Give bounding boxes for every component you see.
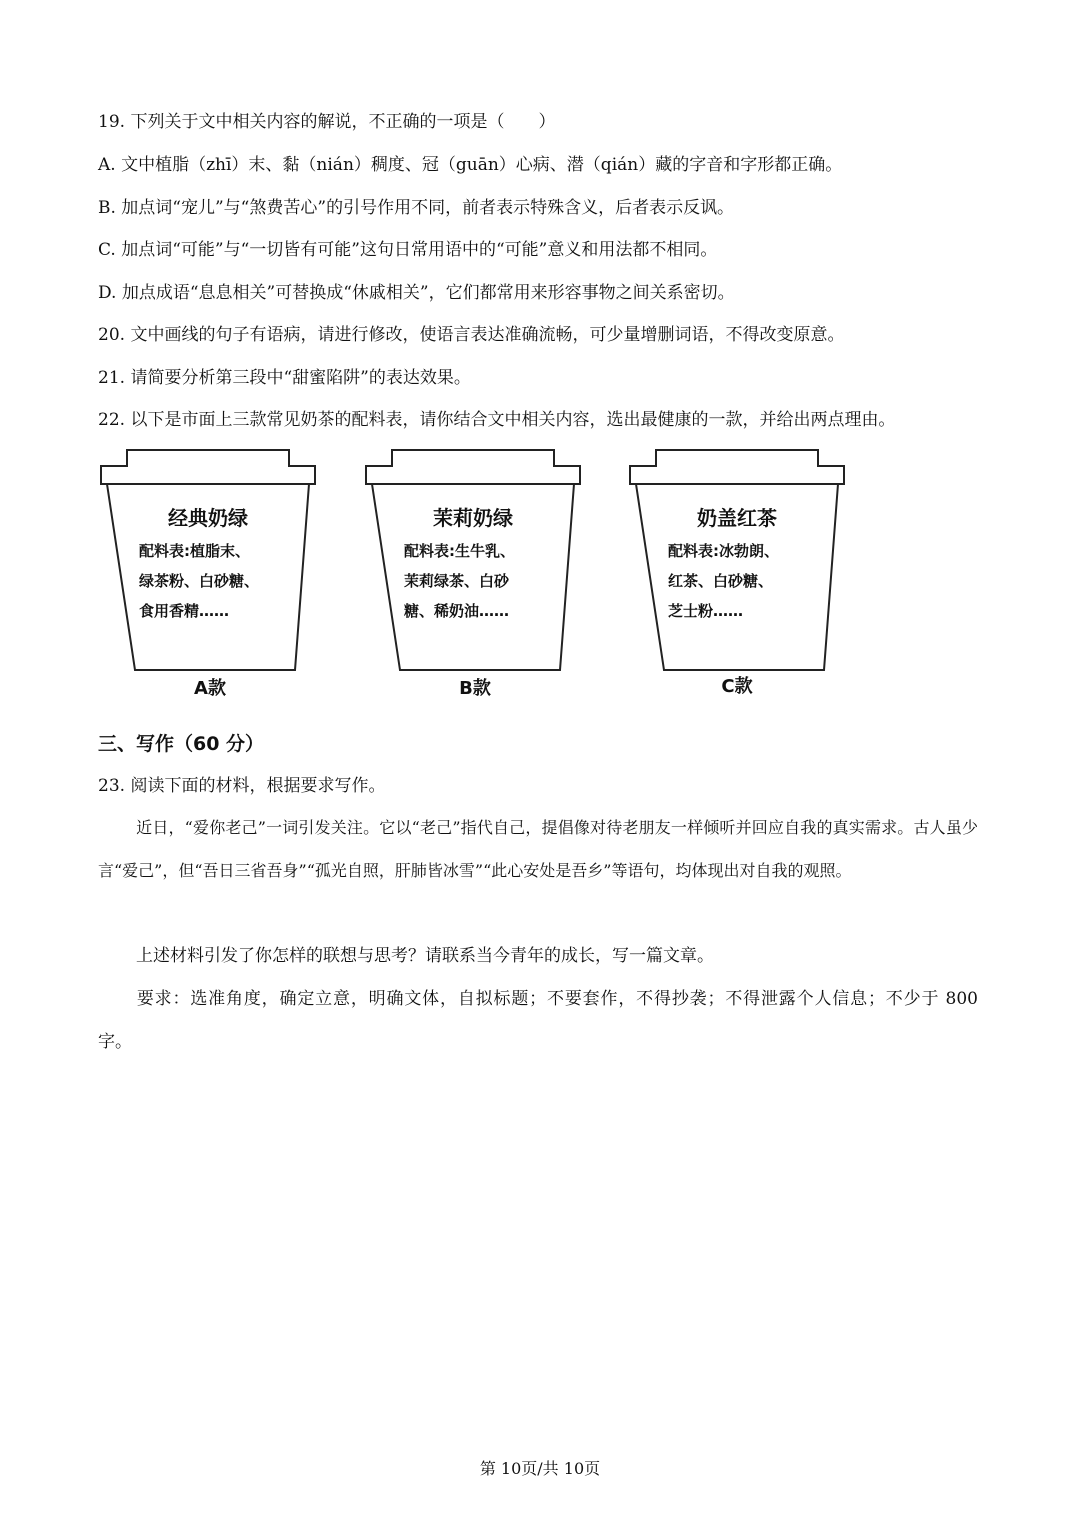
ingredient-line: 红茶、白砂糖、	[668, 572, 774, 590]
page-footer: 第 10页/共 10页	[479, 1459, 601, 1478]
requirements-text: 要求：选准角度，确定立意，明确文体，自拟标题；不要套作，不得抄袭；不得泄露个人信息；不少于 800 字。	[98, 989, 978, 1052]
question-21: 21. 请简要分析第三段中“甜蜜陷阱”的表达效果。	[98, 368, 471, 388]
ingredient-line: 食用香精……	[139, 602, 230, 620]
cup-label-b: B款	[459, 678, 491, 699]
cup-name: 奶盖红茶	[697, 506, 777, 530]
question-19: 19. 下列关于文中相关内容的解说，不正确的一项是（ ）	[98, 112, 556, 132]
cup-label-c: C款	[721, 676, 753, 697]
ingredient-list	[139, 536, 289, 626]
question-20: 20. 文中画线的句子有语病，请进行修改，使语言表达准确流畅，可少量增删词语，不得改变原意。	[98, 325, 845, 345]
cup-name: 茉莉奶绿	[433, 506, 513, 530]
writing-requirements	[98, 978, 978, 1064]
cup-a	[99, 448, 317, 672]
ingredient-line: 配料表:植脂末、	[139, 542, 250, 560]
option-d: D. 加点成语“息息相关”可替换成“休戚相关”，它们都常用来形容事物之间关系密切。	[98, 283, 735, 303]
cup-label-a: A款	[194, 678, 226, 699]
ingredient-line: 配料表:冰勃朗、	[668, 542, 779, 560]
ingredient-list	[404, 536, 554, 626]
option-b: B. 加点词“宠儿”与“煞费苦心”的引号作用不同，前者表示特殊含义，后者表示反讽。	[98, 198, 735, 218]
ingredient-line: 芝士粉……	[668, 602, 744, 620]
ingredient-line: 糖、稀奶油……	[404, 602, 510, 620]
option-a: A. 文中植脂（zhī）末、黏（nián）稠度、冠（guān）心病、潜（qián）藏的字音和字形都正确。	[98, 155, 843, 175]
question-23: 23. 阅读下面的材料，根据要求写作。	[98, 776, 386, 796]
cup-name: 经典奶绿	[168, 506, 248, 530]
ingredient-line: 绿茶粉、白砂糖、	[139, 572, 260, 590]
cup-b	[364, 448, 582, 672]
option-c: C. 加点词“可能”与“一切皆有可能”这句日常用语中的“可能”意义和用法都不相同。	[98, 240, 718, 260]
question-22: 22. 以下是市面上三款常见奶茶的配料表，请你结合文中相关内容，选出最健康的一款，并给出两点理由。	[98, 410, 896, 430]
ingredient-line: 配料表:生牛乳、	[404, 542, 515, 560]
ingredient-list	[668, 536, 818, 626]
material-text: 近日，“爱你老己”一词引发关注。它以“老己”指代自己，提倡像对待老朋友一样倾听并回应自我的真实需求。古人虽少言“爱己”，但“吾日三省吾身”“孤光自照，肝肺皆冰雪”“此心安处是吾乡”等语句，均体现出对自我的观照。	[98, 818, 978, 880]
cup-c	[628, 448, 846, 672]
ingredient-line: 茉莉绿茶、白砂	[404, 572, 510, 590]
prompt-text: 上述材料引发了你怎样的联想与思考？请联系当今青年的成长，写一篇文章。	[136, 946, 714, 966]
writing-prompt	[98, 935, 978, 978]
section-title-writing: 三、写作（60 分）	[98, 733, 265, 755]
writing-material	[98, 806, 978, 892]
